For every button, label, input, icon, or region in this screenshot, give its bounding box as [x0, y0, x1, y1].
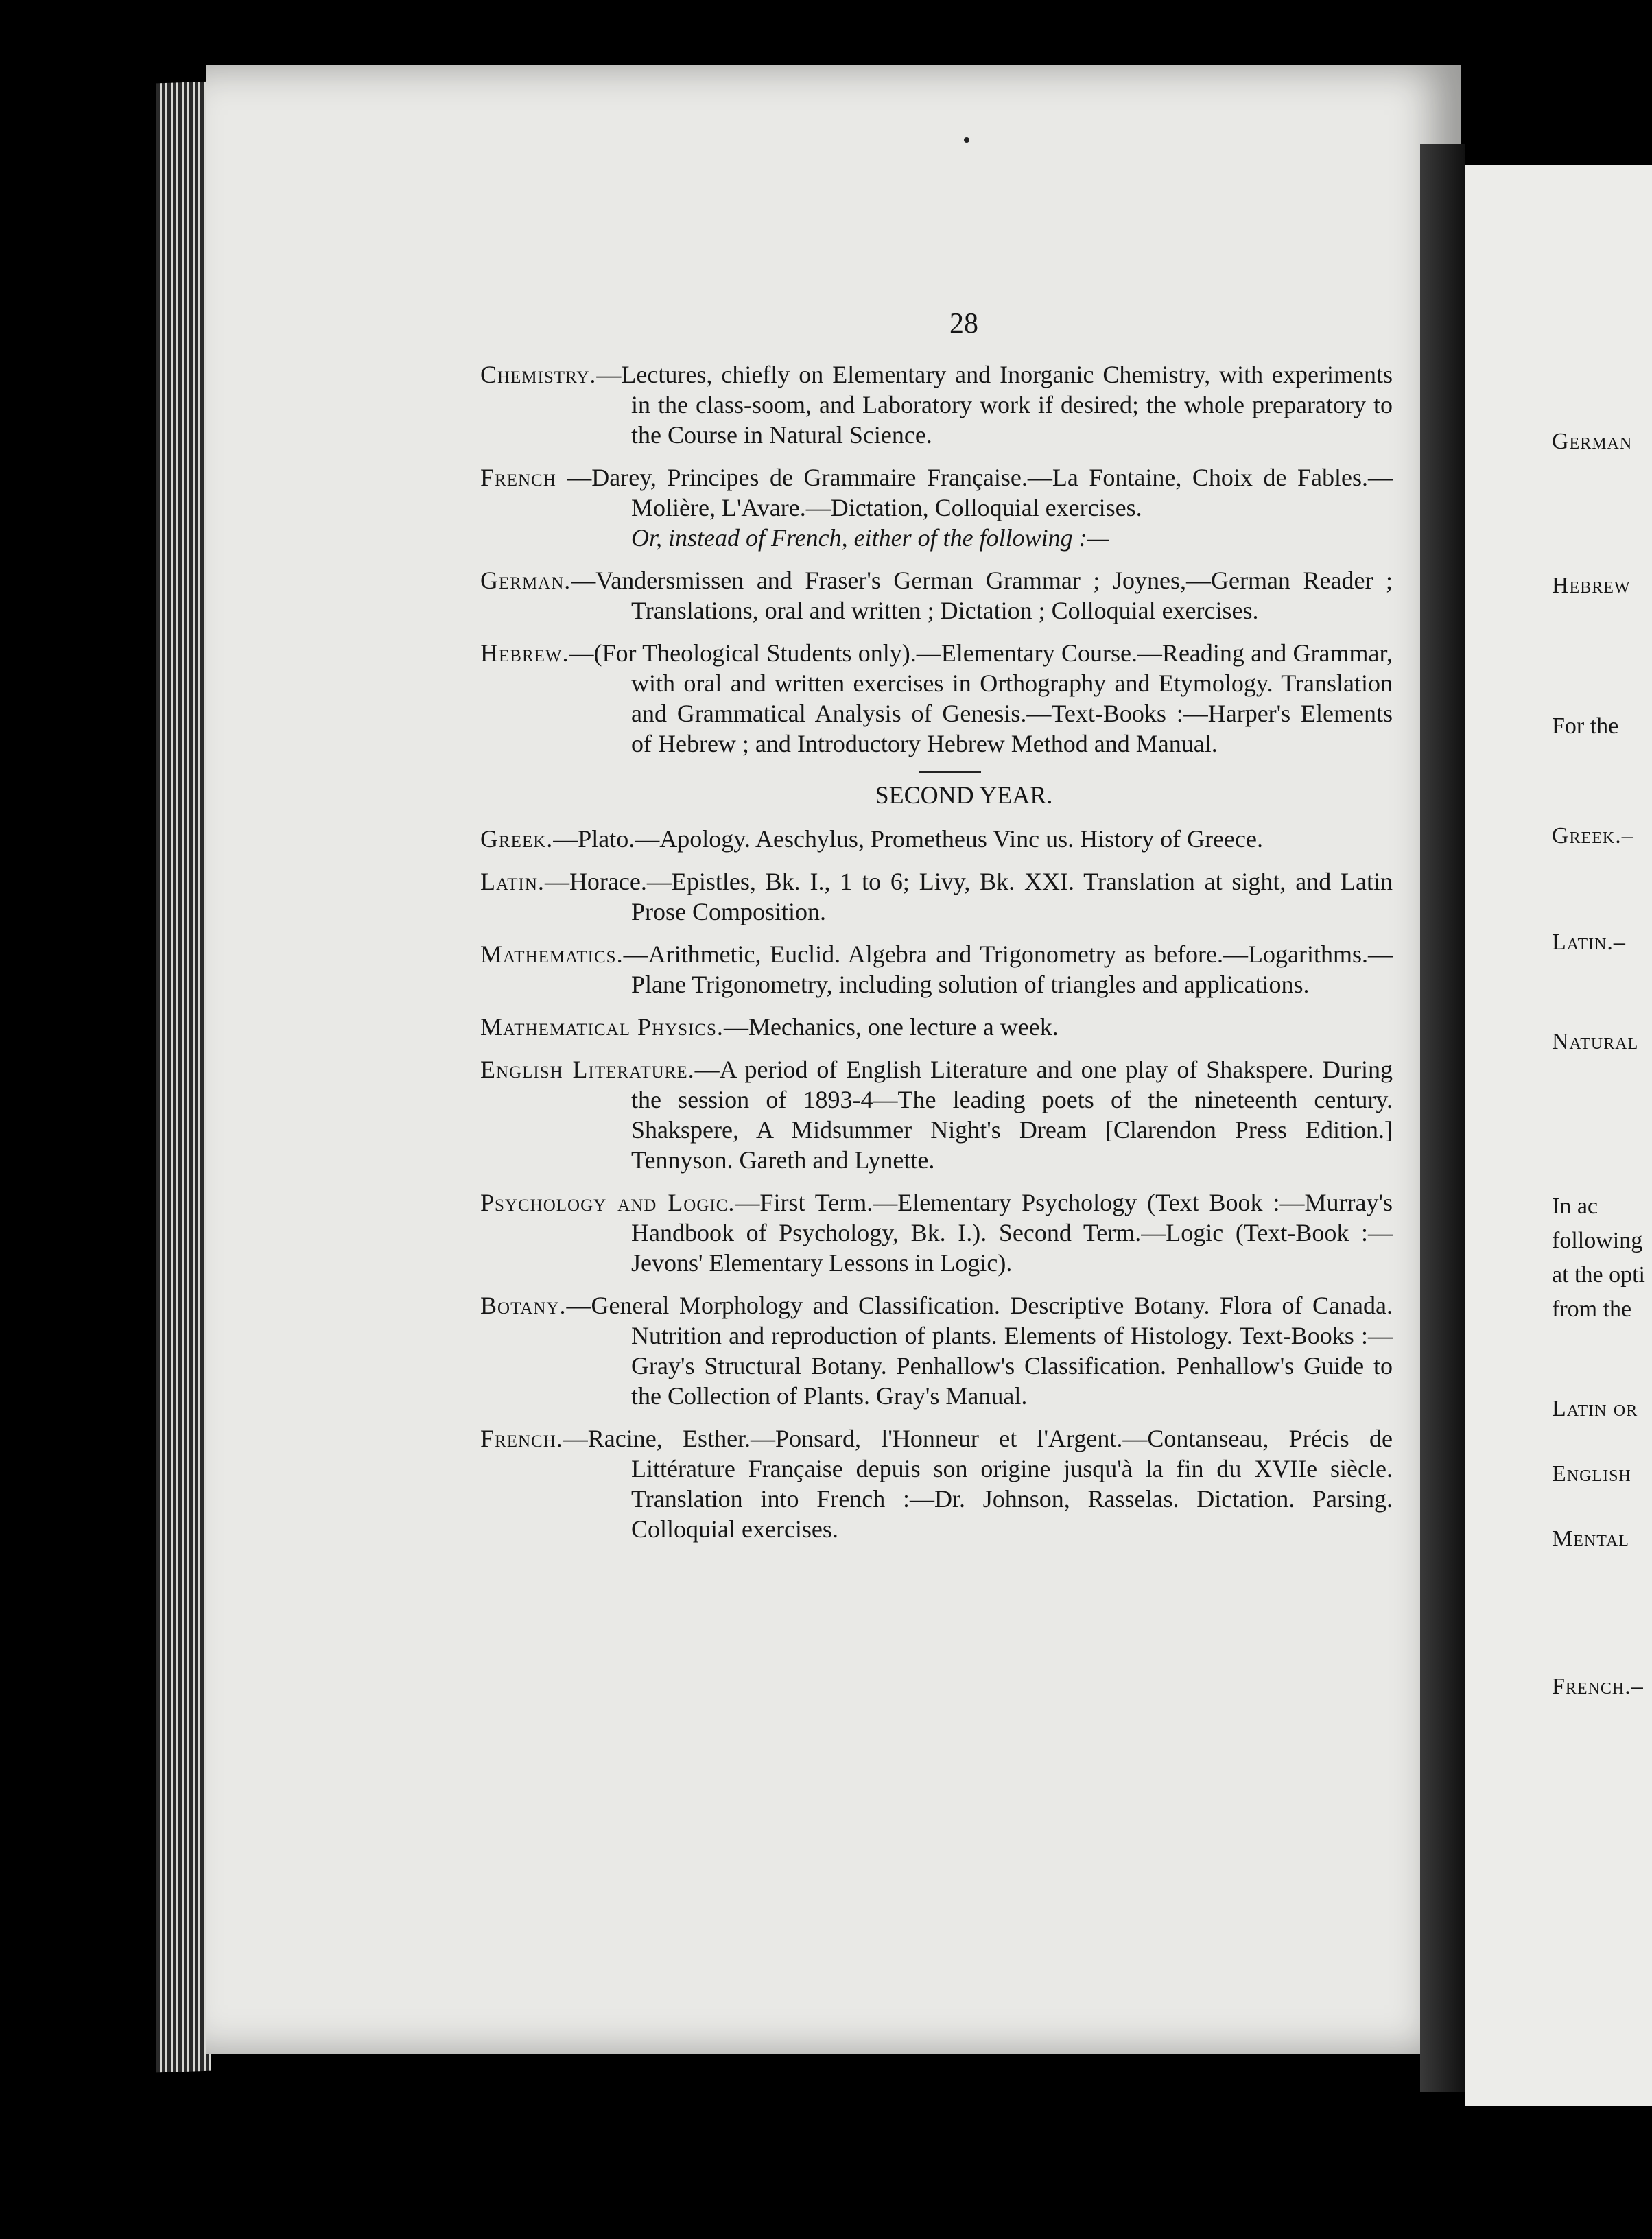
course-entry	[480, 1054, 1393, 1175]
course-subject: German.	[480, 567, 571, 594]
course-description: —Arithmetic, Euclid. Algebra and Trigonometry as before.—Logarithms.—Plane Trigonometry, including solution of triangles and applications.	[623, 940, 1393, 998]
course-description: —Racine, Esther.—Ponsard, l'Honneur et l'Argent.—Contanseau, Précis de Littérature Française depuis son origine jusqu'à la fin du XVIIe siècle. Translation into French :—Dr. Johnson, Rasselas. Dictation. Parsing. Colloquial exercises.	[563, 1425, 1393, 1543]
course-entry	[480, 866, 1393, 927]
section-rule	[919, 771, 981, 773]
course-entry	[480, 824, 1393, 854]
course-entry	[480, 462, 1393, 553]
right-page-fragment: For the	[1552, 713, 1619, 739]
second-year-entries	[480, 824, 1393, 1544]
course-subject: Psychology and Logic.	[480, 1189, 735, 1216]
right-page-fragment: English	[1552, 1461, 1631, 1486]
course-description: —First Term.—Elementary Psychology (Text Book :—Murray's Handbook of Psychology, Bk. I.). Second Term.—Logic (Text-Book :—Jevons' Elementary Lessons in Logic).	[631, 1189, 1393, 1277]
right-page-fragment: German	[1552, 429, 1633, 454]
course-entry	[480, 1290, 1393, 1411]
right-page-fragment: following	[1552, 1228, 1643, 1253]
course-description: —Vandersmissen and Fraser's German Grammar ; Joynes,—German Reader ; Translations, oral and written ; Dictation ; Colloquial exercises.	[571, 567, 1393, 624]
course-subject: Latin.	[480, 868, 545, 895]
page-edges	[156, 82, 211, 2073]
right-page-fragment: at the opti	[1552, 1262, 1645, 1288]
course-subject: Mathematical Physics.	[480, 1013, 724, 1041]
right-page-fragment: In ac	[1552, 1194, 1598, 1219]
course-entry	[480, 939, 1393, 999]
right-page-fragment: from the	[1552, 1296, 1632, 1322]
course-subject: Chemistry.	[480, 361, 597, 388]
right-page-fragment: Mental	[1552, 1526, 1629, 1552]
right-page	[1465, 165, 1652, 2106]
course-entry	[480, 1423, 1393, 1544]
course-subject: Botany.	[480, 1292, 567, 1319]
page-number: 28	[949, 308, 978, 340]
course-description: —(For Theological Students only).—Elementary Course.—Reading and Grammar, with oral and written exercises in Orthography and Etymology. Translation and Grammatical Analysis of Genesis.—Text-Books :—Harper's Elements of Hebrew ; and Introductory Hebrew Method and Manual.	[569, 639, 1393, 757]
course-description: —Mechanics, one lecture a week.	[723, 1013, 1059, 1041]
course-subject: Greek.	[480, 825, 554, 853]
course-entry	[480, 1012, 1393, 1042]
course-description: —General Morphology and Classification. Descriptive Botany. Flora of Canada. Nutrition and reproduction of plants. Elements of Histology. Text-Books :—Gray's Structural Botany. Penhallow's Classification. Penhallow's Guide to the Collection of Plants. Gray's Manual.	[566, 1292, 1393, 1410]
right-page-fragment: Latin or	[1552, 1396, 1638, 1421]
right-page-fragment: Latin.–	[1552, 929, 1626, 955]
right-page-fragment: Hebrew	[1552, 573, 1631, 598]
first-year-entries	[480, 359, 1393, 759]
ink-speck	[964, 137, 969, 143]
course-subject: Hebrew.	[480, 639, 569, 667]
course-entry	[480, 638, 1393, 759]
course-description: —Horace.—Epistles, Bk. I., 1 to 6; Livy, Bk. XXI. Translation at sight, and Latin Prose Composition.	[544, 868, 1393, 925]
course-description: —Darey, Principes de Grammaire Française.—La Fontaine, Choix de Fables.—Molière, L'Avare.—Dictation, Colloquial exercises.	[556, 464, 1393, 521]
right-page-fragment: Natural	[1552, 1029, 1639, 1054]
course-note: Or, instead of French, either of the following :—	[631, 524, 1109, 552]
right-page-fragment: French.–	[1552, 1674, 1644, 1699]
left-page-text	[480, 309, 1393, 1556]
course-entry	[480, 565, 1393, 626]
course-subject: Mathematics.	[480, 940, 624, 968]
course-subject: French.	[480, 1425, 563, 1452]
course-description: —A period of English Literature and one play of Shakspere. During the session of 1893-4—The leading poets of the nineteenth century. Shakspere, A Midsummer Night's Dream [Clarendon Press Edition.] Tennyson. Gareth and Lynette.	[631, 1056, 1393, 1174]
course-entry	[480, 1187, 1393, 1278]
course-description: —Plato.—Apology. Aeschylus, Prometheus Vinc us. History of Greece.	[553, 825, 1263, 853]
section-title: SECOND YEAR.	[875, 781, 1053, 809]
course-description: —Lectures, chiefly on Elementary and Inorganic Chemistry, with experiments in the class-soom, and Laboratory work if desired; the whole preparatory to the Course in Natural Science.	[596, 361, 1393, 449]
course-entry	[480, 359, 1393, 450]
right-page-fragment: Greek.–	[1552, 823, 1634, 849]
book-gutter	[1420, 144, 1465, 2092]
course-subject: French	[480, 464, 556, 491]
course-subject: English Literature.	[480, 1056, 695, 1083]
